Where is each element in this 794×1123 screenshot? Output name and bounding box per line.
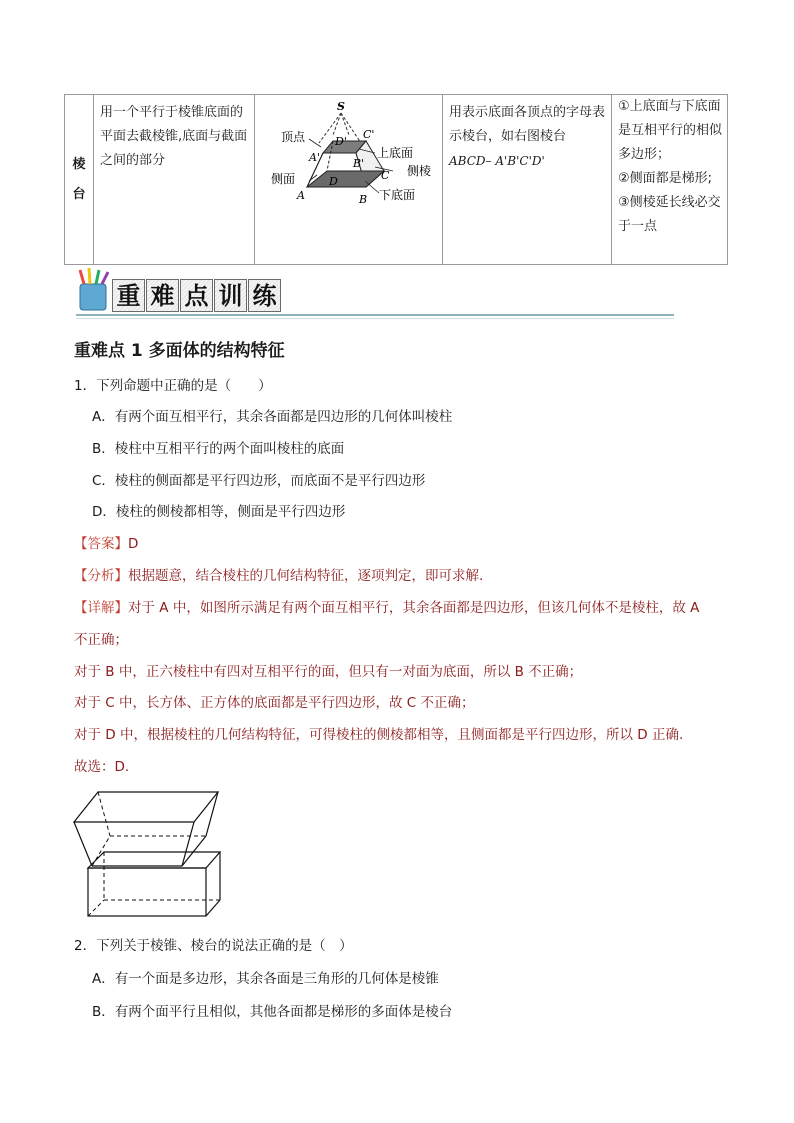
answer-line bbox=[74, 532, 138, 552]
frustum-figure bbox=[255, 95, 443, 260]
definition-cell bbox=[94, 95, 255, 265]
vertex-D: D bbox=[329, 175, 338, 188]
banner-divider bbox=[76, 314, 674, 316]
detail-line bbox=[74, 596, 699, 616]
properties-list bbox=[612, 95, 727, 239]
pencil-cup-icon bbox=[76, 268, 112, 312]
detail-tag: 【详解】 bbox=[74, 600, 128, 616]
upper-base-label: 上底面 bbox=[377, 146, 414, 160]
q1-option-b: B．棱柱中互相平行的两个面叫棱柱的底面 bbox=[92, 441, 345, 457]
vertex-C1: C' bbox=[363, 128, 375, 141]
banner-char: 点 bbox=[180, 279, 213, 312]
detail-line: 对于 C 中，长方体、正方体的底面都是平行四边形，故 C 不正确； bbox=[74, 695, 475, 711]
notation-wrap bbox=[443, 95, 611, 174]
vertex-B1: B' bbox=[353, 157, 365, 170]
analysis-line bbox=[74, 564, 483, 584]
side-face-label: 侧面 bbox=[271, 172, 296, 186]
q1-option-d: D．棱柱的侧棱都相等，侧面是平行四边形 bbox=[92, 504, 346, 520]
notation-cell bbox=[443, 95, 612, 265]
banner-char: 练 bbox=[248, 279, 281, 312]
apex-label: S bbox=[337, 100, 345, 113]
figure-cell bbox=[255, 95, 443, 265]
q1-option-a: A．有两个面互相平行，其余各面都是四边形的几何体叫棱柱 bbox=[92, 409, 453, 425]
vertex-A: A bbox=[297, 189, 305, 202]
notation-text: 用表示底面各顶点的字母表示棱台，如右图棱台 bbox=[449, 105, 606, 144]
vertex-C: C bbox=[381, 169, 390, 182]
property-item: ①上底面与下底面是互相平行的相似多边形； bbox=[618, 99, 723, 162]
property-item: ②侧面都是梯形; bbox=[618, 171, 713, 186]
analysis-tag: 【分析】 bbox=[74, 568, 128, 584]
banner-char: 训 bbox=[214, 279, 247, 312]
row-head-text: 棱台 bbox=[72, 156, 86, 202]
q2-option-b: B．有两个面平行且相似，其他各面都是梯形的多面体是棱台 bbox=[92, 1004, 453, 1020]
definition-table bbox=[64, 94, 728, 265]
polyhedron-figure bbox=[70, 786, 240, 920]
property-item: ③侧棱延长线必交于一点 bbox=[618, 195, 721, 234]
detail-text: 对于 A 中，如图所示满足有两个面互相平行，其余各面都是四边形，但该几何体不是棱柱，故 A bbox=[128, 600, 700, 616]
definition-text: 用一个平行于棱锥底面的平面去截棱锥,底面与截面之间的部分 bbox=[100, 105, 248, 168]
analysis-text: 根据题意，结合棱柱的几何结构特征，逐项判定，即可求解. bbox=[128, 568, 484, 584]
side-edge-label: 侧棱 bbox=[407, 164, 432, 178]
banner-char: 重 bbox=[112, 279, 145, 312]
notation-formula: ABCD– A'B'C'D' bbox=[449, 154, 545, 168]
banner-char: 难 bbox=[146, 279, 179, 312]
answer-value: D bbox=[128, 536, 139, 552]
vertex-A1: A' bbox=[309, 151, 320, 164]
detail-line: 不正确； bbox=[74, 632, 128, 648]
table-row bbox=[65, 95, 728, 265]
banner-divider-light bbox=[76, 318, 674, 319]
answer-tag: 【答案】 bbox=[74, 536, 128, 552]
vertex-D1: D' bbox=[335, 135, 347, 148]
q1-option-c: C．棱柱的侧面都是平行四边形，而底面不是平行四边形 bbox=[92, 473, 426, 489]
question-1-stem: 1．下列命题中正确的是（ ） bbox=[74, 378, 272, 394]
top-vertex-label: 顶点 bbox=[281, 130, 306, 144]
detail-line: 对于 D 中，根据棱柱的几何结构特征，可得棱柱的侧棱都相等，且侧面都是平行四边形，所以 D 正确. bbox=[74, 727, 684, 743]
properties-cell bbox=[612, 95, 728, 265]
question-2-stem: 2．下列关于棱锥、棱台的说法正确的是（ ） bbox=[74, 938, 353, 954]
row-head-cell bbox=[65, 95, 94, 265]
section-title: 重难点 1 多面体的结构特征 bbox=[74, 341, 285, 361]
detail-line: 对于 B 中，正六棱柱中有四对互相平行的面，但只有一对面为底面，所以 B 不正确； bbox=[74, 664, 583, 680]
vertex-B: B bbox=[359, 193, 368, 206]
lower-base-label: 下底面 bbox=[379, 188, 416, 202]
banner-title bbox=[112, 279, 281, 311]
q2-option-a: A．有一个面是多边形，其余各面是三角形的几何体是棱锥 bbox=[92, 971, 439, 987]
detail-line: 故选：D. bbox=[74, 759, 130, 775]
